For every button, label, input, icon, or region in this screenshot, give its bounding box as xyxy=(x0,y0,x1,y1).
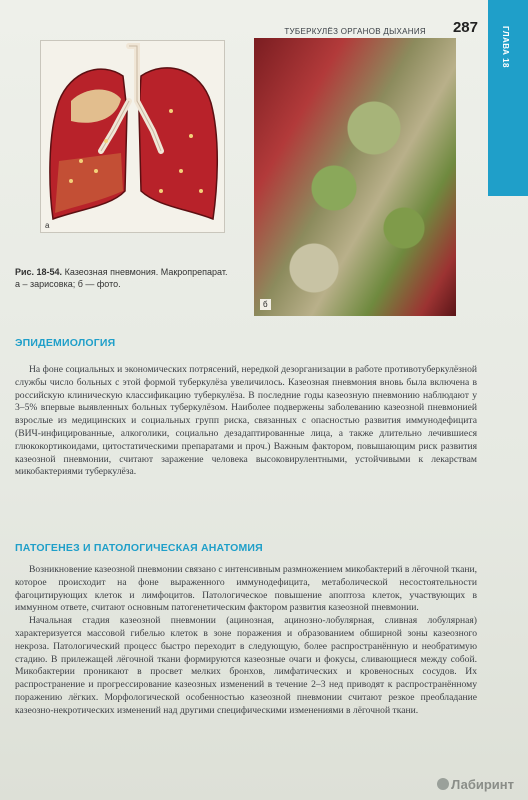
caption-legend: а – зарисовка; б — фото. xyxy=(15,279,121,289)
lung-drawing xyxy=(40,40,225,233)
paragraph-pathogenesis xyxy=(15,564,477,718)
epidemiology-text: На фоне социальных и экономических потрясений, нередкой дезорганизации в работе противотуберкулёзной службы число больных с этой формой туберкулёза увеличилось. Казеозная пневмония вновь была включена в российскую клиническую классификацию туберкулёза. В последние годы казеозную пневмонию наблюдают у 3–5% впервые выявленных больных туберкулёзом. Наиболее подвержены заболеванию казеозной пневмонией взрослые из медицинских и социальных групп риска, связанных с опасностью развития иммунодефицита (ВИЧ-инфицированные, алкоголики, социально дезадаптированные лица, а также длительно лечившиеся глюкокортикоидами, цитостатическими препаратами и проч.) Важным фактором, повышающим риск развития казеозной пневмонии, считают заражение человека высоковирулентными, устойчивыми к лекарствам микобактериями туберкулёза. xyxy=(15,364,477,478)
running-head: ТУБЕРКУЛЁЗ ОРГАНОВ ДЫХАНИЯ xyxy=(284,27,426,36)
page-number: 287 xyxy=(452,19,478,36)
watermark xyxy=(437,777,514,792)
drawing-label: а xyxy=(45,221,50,230)
photo-label: б xyxy=(260,299,271,310)
lung-illustration xyxy=(41,41,224,232)
labirint-logo-icon xyxy=(437,778,449,790)
caption-number: Рис. 18-54. xyxy=(15,267,63,277)
lung-photo xyxy=(254,38,456,316)
watermark-text: Лабиринт xyxy=(451,777,514,792)
pathogenesis-text-1: Возникновение казеозной пневмонии связано с интенсивным размножением микобактерий в лёгочной ткани, которое происходит на фоне выраженного иммунодефицита, метаболической несостоятельности фагоцитирующих клеток и лимфоцитов. Патологическое повышение апоптоза клеток, участвующих в иммунном ответе, считают основным патогенетическим фактором развития казеозной пневмонии. xyxy=(15,564,478,614)
chapter-label: ГЛАВА 18 xyxy=(501,26,510,69)
heading-epidemiology: ЭПИДЕМИОЛОГИЯ xyxy=(15,337,116,349)
chapter-side-tab xyxy=(488,0,528,196)
heading-pathogenesis: ПАТОГЕНЕЗ И ПАТОЛОГИЧЕСКАЯ АНАТОМИЯ xyxy=(15,542,263,554)
caption-text: Казеозная пневмония. Макропрепарат. xyxy=(64,267,228,277)
figure-caption xyxy=(15,266,240,290)
paragraph-epidemiology xyxy=(15,364,477,479)
pathogenesis-text-2: Начальная стадия казеозной пневмонии (ацинозная, ацинозно-лобулярная, сливная лобулярная) характеризуется массовой гибелью клеток в зоне поражения и образованием обширной зоны казеозного некроза. Патологический процесс быстро переходит в следующую, более распространённую и необратимую стадию. В прилежащей лёгочной ткани формируются казеозные очаги и фокусы, сливающиеся между собой. Микобактерии проникают в просвет мелких бронхов, лимфатических и кровеносных сосудов. Их распространение и прогрессирование казеозных изменений в течение 2–3 нед приводят к распространённому поражению лёгких. Морфологической особенностью казеозной пневмонии считают резкое преобладание казеозно-некротических изменений над другими специфическими изменениями в лёгочной ткани. xyxy=(15,615,477,716)
